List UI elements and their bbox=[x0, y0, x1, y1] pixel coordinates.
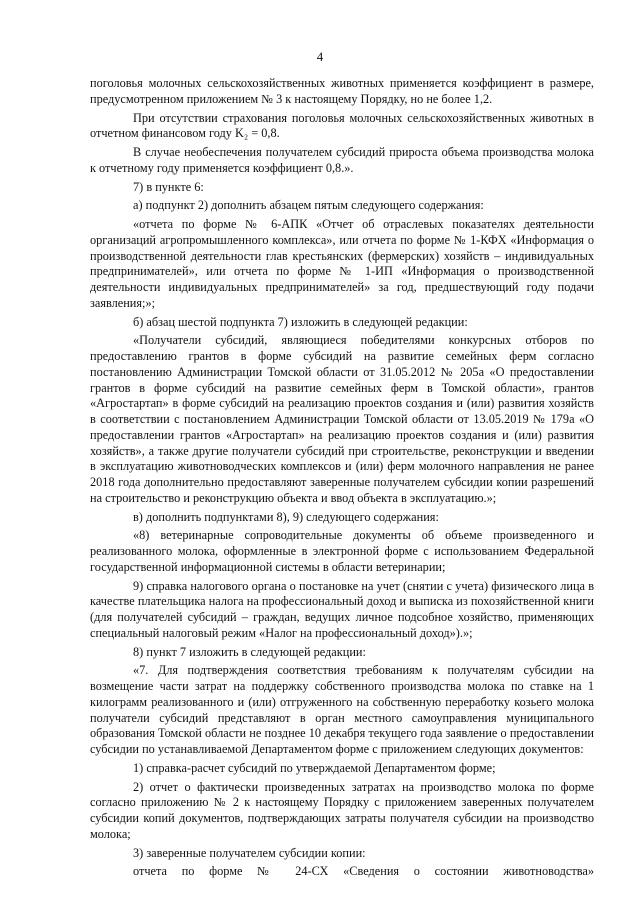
paragraph: «Получатели субсидий, являющиеся победителями конкурсных отборов по предоставлению грантов в форме субсидий на развитие семейных ферм согласно постановлению Администрации Томской области от 31.05.2012 № 205а «О предоставлении грантов в форме субсидий на развитие семейных ферм в Томской области», грантов «Агростартап» в форме субсидий на реализацию проектов создания и (или) развития хозяйств в соответствии с постановлением Администрации Томской области от 13.05.2019 № 179а «О предоставлении грантов «Агростартап» на реализацию проектов создания и (или) развития хозяйств», а также другие получатели субсидий при строительстве, реконструкции и введении в эксплуатацию животноводческих комплексов и (или) ферм молочного направления не ранее 2018 года дополнительно предоставляют заверенные получателем субсидии копии разрешений на строительство и реконструкцию объекта и ввод объекта в эксплуатацию.»; bbox=[90, 333, 594, 505]
paragraph: 2) отчет о фактически произведенных затратах на производство молока по форме согласно приложению № 2 к настоящему Порядку с приложением заверенных получателем субсидии копий документов, подтверждающих затраты получателя субсидии на производство молока; bbox=[90, 779, 594, 841]
paragraph: «отчета по форме № 6-АПК «Отчет об отраслевых показателях деятельности организаций агропромышленного комплекса», или отчета по форме № 1-КФХ «Информация о производственной деятельности глав крестьянских (фермерских) хозяйств – индивидуальных предпринимателей», или отчета по форме № 1-ИП «Информация о производственной деятельности индивидуальных предпринимателей» за год, предшествующий году подачи заявления;»; bbox=[90, 217, 594, 310]
paragraph: б) абзац шестой подпункта 7) изложить в следующей редакции: bbox=[133, 314, 468, 329]
paragraph: а) подпункт 2) дополнить абзацем пятым следующего содержания: bbox=[133, 198, 484, 213]
paragraph: в) дополнить подпунктами 8), 9) следующего содержания: bbox=[133, 509, 439, 524]
paragraph: При отсутствии страхования поголовья молочных сельскохозяйственных животных в отчетном финансовом году K₂ = 0,8. bbox=[90, 110, 594, 141]
paragraph: поголовья молочных сельскохозяйственных животных применяется коэффициент в размере, предусмотренном приложением № 3 к настоящему Порядку, но не более 1,2. bbox=[90, 76, 594, 106]
paragraph: «7. Для подтверждения соответствия требованиям к получателям субсидии на возмещение части затрат на поддержку собственного производства молока по ставке на 1 килограмм реализованного и (или) отгруженного на собственную переработку козьего молока получатели субсидий представляют в орган местного самоуправления муниципального образования Томской области не позднее 10 декабря текущего года заявление о предоставлении субсидии по устанавливаемой Департаментом форме с приложением следующих документов: bbox=[90, 663, 594, 756]
paragraph: 3) заверенные получателем субсидии копии: bbox=[133, 845, 366, 860]
paragraph: отчета по форме № 24-СХ «Сведения о состоянии животноводства» bbox=[133, 864, 594, 879]
paragraph: 9) справка налогового органа о постановке на учет (снятии с учета) физического лица в качестве плательщика налога на профессиональный доход и выписка из похозяйственной книги (для получателей субсидий – граждан, ведущих личное подсобное хозяйство, применяющих специальный налоговый режим «Налог на профессиональный доход»).»; bbox=[90, 578, 594, 640]
paragraph: 1) справка-расчет субсидий по утверждаемой Департаментом форме; bbox=[133, 760, 496, 775]
document-body bbox=[90, 76, 594, 883]
paragraph: В случае необеспечения получателем субсидий прироста объема производства молока к отчетному году применяется коэффициент 0,8.». bbox=[90, 145, 594, 175]
paragraph: 7) в пункте 6: bbox=[133, 179, 204, 194]
page-number: 4 bbox=[316, 49, 324, 64]
paragraph: «8) ветеринарные сопроводительные документы об объеме произведенного и реализованного молока, оформленные в электронной форме с использованием Федеральной государственной информационной системы в области ветеринарии; bbox=[90, 528, 594, 574]
paragraph: 8) пункт 7 изложить в следующей редакции: bbox=[133, 644, 366, 659]
